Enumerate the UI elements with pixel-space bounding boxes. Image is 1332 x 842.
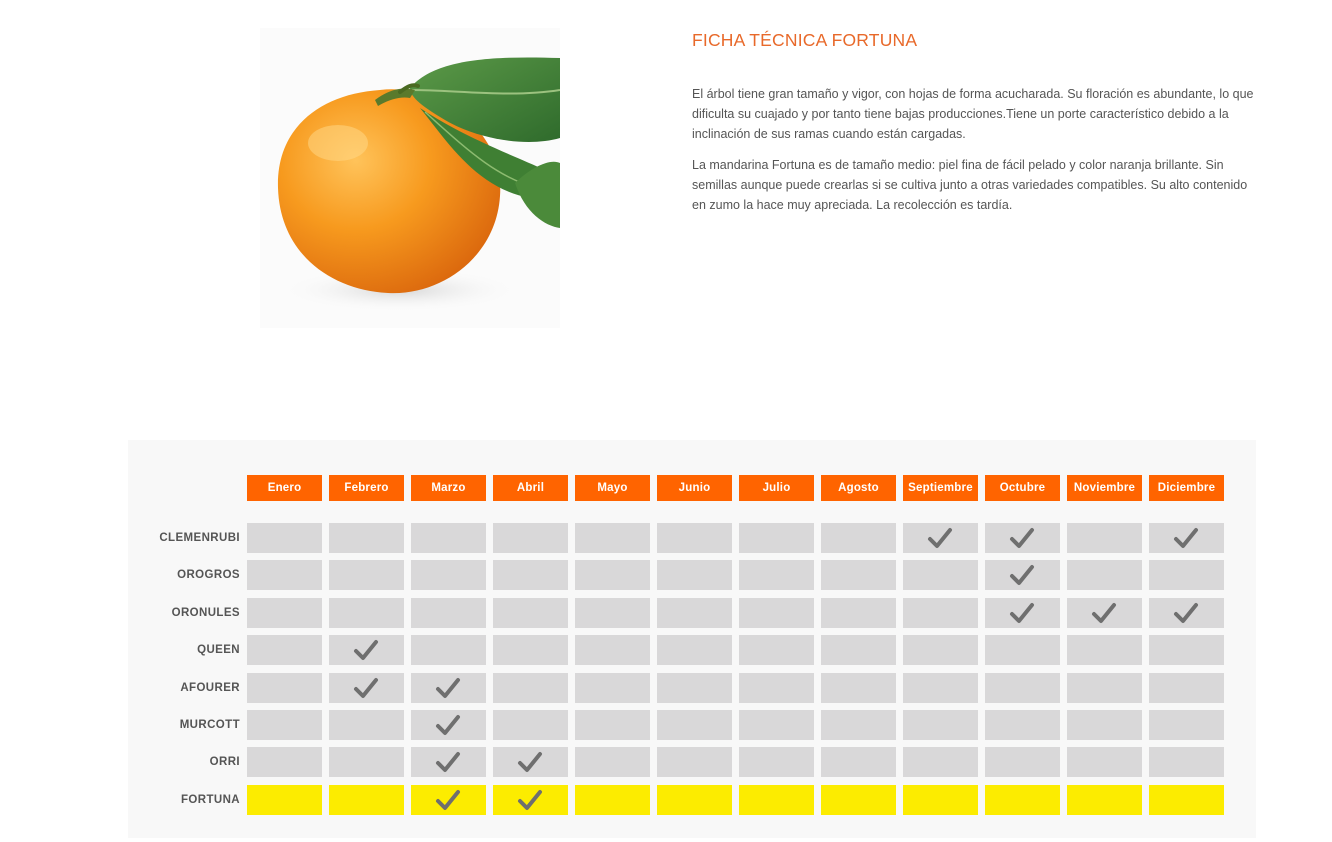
calendar-cell <box>493 747 568 777</box>
variety-label: MURCOTT <box>179 719 240 731</box>
calendar-cell <box>1149 710 1224 740</box>
calendar-cell <box>1067 710 1142 740</box>
variety-label: FORTUNA <box>180 793 240 806</box>
check-icon <box>435 750 461 774</box>
calendar-cell <box>1067 598 1142 628</box>
calendar-cell <box>575 560 650 590</box>
calendar-cell <box>247 560 322 590</box>
calendar-cell <box>329 523 404 553</box>
calendar-cell <box>657 598 732 628</box>
calendar-cell <box>821 673 896 703</box>
calendar-cell <box>821 598 896 628</box>
calendar-cell <box>1067 560 1142 590</box>
calendar-cell <box>493 598 568 628</box>
calendar-cell <box>1149 598 1224 628</box>
orange-illustration <box>260 28 560 328</box>
check-icon <box>1091 601 1117 625</box>
calendar-cell <box>247 710 322 740</box>
month-header: Septiembre <box>903 475 978 501</box>
calendar-cell <box>411 598 486 628</box>
check-icon <box>1009 601 1035 625</box>
calendar-cell <box>329 598 404 628</box>
calendar-cell <box>985 635 1060 665</box>
technical-sheet <box>692 30 1257 226</box>
calendar-cell <box>985 785 1060 815</box>
month-header: Mayo <box>575 475 650 501</box>
calendar-cell <box>1067 673 1142 703</box>
calendar-cell <box>821 523 896 553</box>
month-header: Diciembre <box>1149 475 1224 501</box>
month-header: Noviembre <box>1067 475 1142 501</box>
calendar-cell <box>657 523 732 553</box>
calendar-cell <box>903 635 978 665</box>
calendar-cell <box>1149 747 1224 777</box>
calendar-cell <box>411 635 486 665</box>
check-icon <box>435 788 461 812</box>
calendar-cell <box>411 673 486 703</box>
calendar-cell <box>493 785 568 815</box>
calendar-cell <box>575 673 650 703</box>
calendar-cell <box>739 785 814 815</box>
variety-label: ORONULES <box>171 606 240 619</box>
calendar-cell <box>575 785 650 815</box>
calendar-cell <box>903 785 978 815</box>
calendar-cell <box>739 747 814 777</box>
calendar-cell <box>493 523 568 553</box>
calendar-cell <box>739 673 814 703</box>
month-header: Agosto <box>821 475 896 501</box>
calendar-cell <box>903 598 978 628</box>
variety-label: ORRI <box>209 756 240 769</box>
calendar-cell <box>657 785 732 815</box>
calendar-cell <box>657 560 732 590</box>
calendar-cell <box>985 747 1060 777</box>
calendar-cell <box>247 523 322 553</box>
calendar-cell <box>411 747 486 777</box>
check-icon <box>517 750 543 774</box>
calendar-cell <box>985 560 1060 590</box>
variety-label: CLEMENRUBI <box>159 532 240 544</box>
calendar-cell <box>903 747 978 777</box>
calendar-cell <box>493 635 568 665</box>
calendar-cell <box>1067 747 1142 777</box>
calendar-cell <box>739 710 814 740</box>
calendar-cell <box>329 710 404 740</box>
calendar-cell <box>329 560 404 590</box>
calendar-cell <box>657 710 732 740</box>
check-icon <box>353 676 379 700</box>
calendar-cell <box>247 635 322 665</box>
check-icon <box>1009 563 1035 587</box>
check-icon <box>517 788 543 812</box>
calendar-cell <box>739 560 814 590</box>
check-icon <box>1009 526 1035 550</box>
calendar-cell <box>821 635 896 665</box>
calendar-cell <box>247 747 322 777</box>
calendar-cell <box>657 747 732 777</box>
calendar-cell <box>493 710 568 740</box>
calendar-cell <box>1067 785 1142 815</box>
calendar-cell <box>903 560 978 590</box>
check-icon <box>927 526 953 550</box>
calendar-cell <box>247 673 322 703</box>
variety-label: QUEEN <box>197 644 240 657</box>
calendar-cell <box>1067 523 1142 553</box>
description-paragraph-fruit: La mandarina Fortuna es de tamaño medio: piel fina de fácil pelado y color naranja brillante. Sin semillas aunque puede crearlas si se cultiva junto a otras variedades compatibles. Su alto contenido en zumo la hace muy apreciada. La recolección es tardía. <box>692 158 1248 212</box>
month-header: Octubre <box>985 475 1060 501</box>
mandarin-photo <box>260 28 560 328</box>
harvest-calendar <box>128 440 1256 838</box>
calendar-cell <box>493 560 568 590</box>
calendar-cell <box>985 673 1060 703</box>
calendar-cell <box>247 785 322 815</box>
calendar-cell <box>821 747 896 777</box>
month-header: Julio <box>739 475 814 501</box>
calendar-cell <box>247 598 322 628</box>
calendar-cell <box>903 673 978 703</box>
calendar-cell <box>1067 635 1142 665</box>
calendar-cell <box>1149 560 1224 590</box>
month-header: Marzo <box>411 475 486 501</box>
calendar-cell <box>739 523 814 553</box>
variety-label: OROGROS <box>177 569 240 582</box>
calendar-cell <box>329 673 404 703</box>
calendar-cell <box>493 673 568 703</box>
calendar-cell <box>903 523 978 553</box>
check-icon <box>435 713 461 737</box>
calendar-cell <box>329 785 404 815</box>
calendar-cell <box>657 673 732 703</box>
check-icon <box>1173 601 1199 625</box>
month-header: Junio <box>657 475 732 501</box>
variety-label: AFOURER <box>180 681 240 694</box>
check-icon <box>435 676 461 700</box>
calendar-cell <box>1149 635 1224 665</box>
page-title: FICHA TÉCNICA FORTUNA <box>692 30 918 50</box>
check-icon <box>1173 526 1199 550</box>
calendar-cell <box>1149 673 1224 703</box>
calendar-cell <box>329 635 404 665</box>
calendar-cell <box>329 747 404 777</box>
calendar-cell <box>985 710 1060 740</box>
calendar-cell <box>657 635 732 665</box>
calendar-cell <box>411 560 486 590</box>
month-header: Abril <box>493 475 568 501</box>
calendar-cell <box>903 710 978 740</box>
calendar-cell <box>1149 785 1224 815</box>
calendar-cell <box>739 598 814 628</box>
calendar-cell <box>821 710 896 740</box>
calendar-cell <box>575 523 650 553</box>
description-paragraph-tree: El árbol tiene gran tamaño y vigor, con hojas de forma acucharada. Su floración es abundante, lo que dificulta su cuajado y por tanto tiene bajas producciones.Tiene un porte característico debido a la inclinación de sus ramas cuando están cargadas. <box>692 87 1254 141</box>
calendar-cell <box>575 635 650 665</box>
calendar-cell <box>575 710 650 740</box>
calendar-cell <box>411 785 486 815</box>
calendar-cell <box>411 523 486 553</box>
calendar-cell <box>575 747 650 777</box>
month-header: Febrero <box>329 475 404 501</box>
month-header: Enero <box>247 475 322 501</box>
calendar-cell <box>1149 523 1224 553</box>
calendar-cell <box>821 560 896 590</box>
calendar-cell <box>411 710 486 740</box>
calendar-cell <box>985 598 1060 628</box>
calendar-cell <box>821 785 896 815</box>
calendar-cell <box>985 523 1060 553</box>
check-icon <box>353 638 379 662</box>
calendar-cell <box>739 635 814 665</box>
calendar-cell <box>575 598 650 628</box>
